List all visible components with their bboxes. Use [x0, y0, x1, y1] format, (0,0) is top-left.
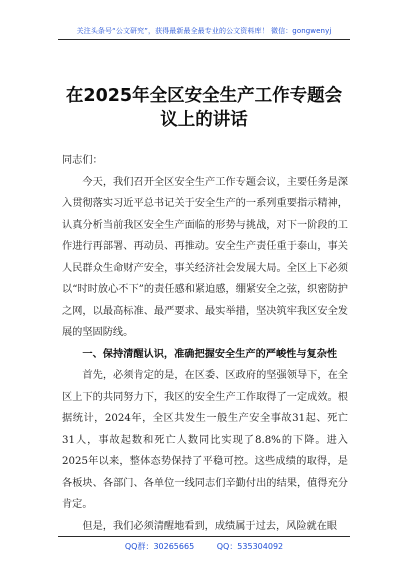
section-paragraph: 首先，必须肯定的是，在区委、区政府的坚强领导下，在全区上下的共同努力下，我区的安全生产工作取得了一定成效。根据统计，2024年，全区共发生一般生产安全事故31起、死亡31人，事故起数和死亡人数同比实现了8.8%的下降。进入2025年以来，整体态势保持了平稳可控。这些成绩的取得，是各板块、各部门、各单位一线同志们辛勤付出的结果，值得充分肯定。 [62, 370, 348, 510]
section-paragraph: 但是，我们必须清醒地看到，成绩属于过去，风险就在眼 [82, 520, 338, 532]
header-banner: 关注头条号“公文研究”，获得最新最全最专业的公文资料库！ 微信：gongwenyj [76, 27, 332, 35]
document-body [62, 150, 348, 537]
intro-paragraph: 今天，我们召开全区安全生产工作专题会议，主要任务是深入贯彻落实习近平总书记关于安全生产的一系列重要指示精神，认真分析当前我区安全生产面临的形势与挑战，对下一阶段的工作进行再部署、再动员、再推动。安全生产责任重于泰山，事关人民群众生命财产安全，事关经济社会发展大局。全区上下必须以“时时放心不下”的责任感和紧迫感，绷紧安全之弦，织密防护之网，以最高标准、最严要求、最实举措，坚决筑牢我区安全发展的坚固防线。 [62, 176, 348, 338]
salutation: 同志们： [62, 155, 103, 166]
footer-qq-group: QQ群：30265665 [124, 542, 195, 551]
document-title: 在2025年全区安全生产工作专题会议上的讲话 [65, 86, 343, 130]
footer [0, 541, 408, 552]
footer-divider [58, 536, 350, 537]
header-divider [58, 39, 350, 40]
section-heading: 一、保持清醒认识，准确把握安全生产的严峻性与复杂性 [82, 348, 338, 360]
footer-qq: QQ：535304092 [216, 542, 284, 551]
